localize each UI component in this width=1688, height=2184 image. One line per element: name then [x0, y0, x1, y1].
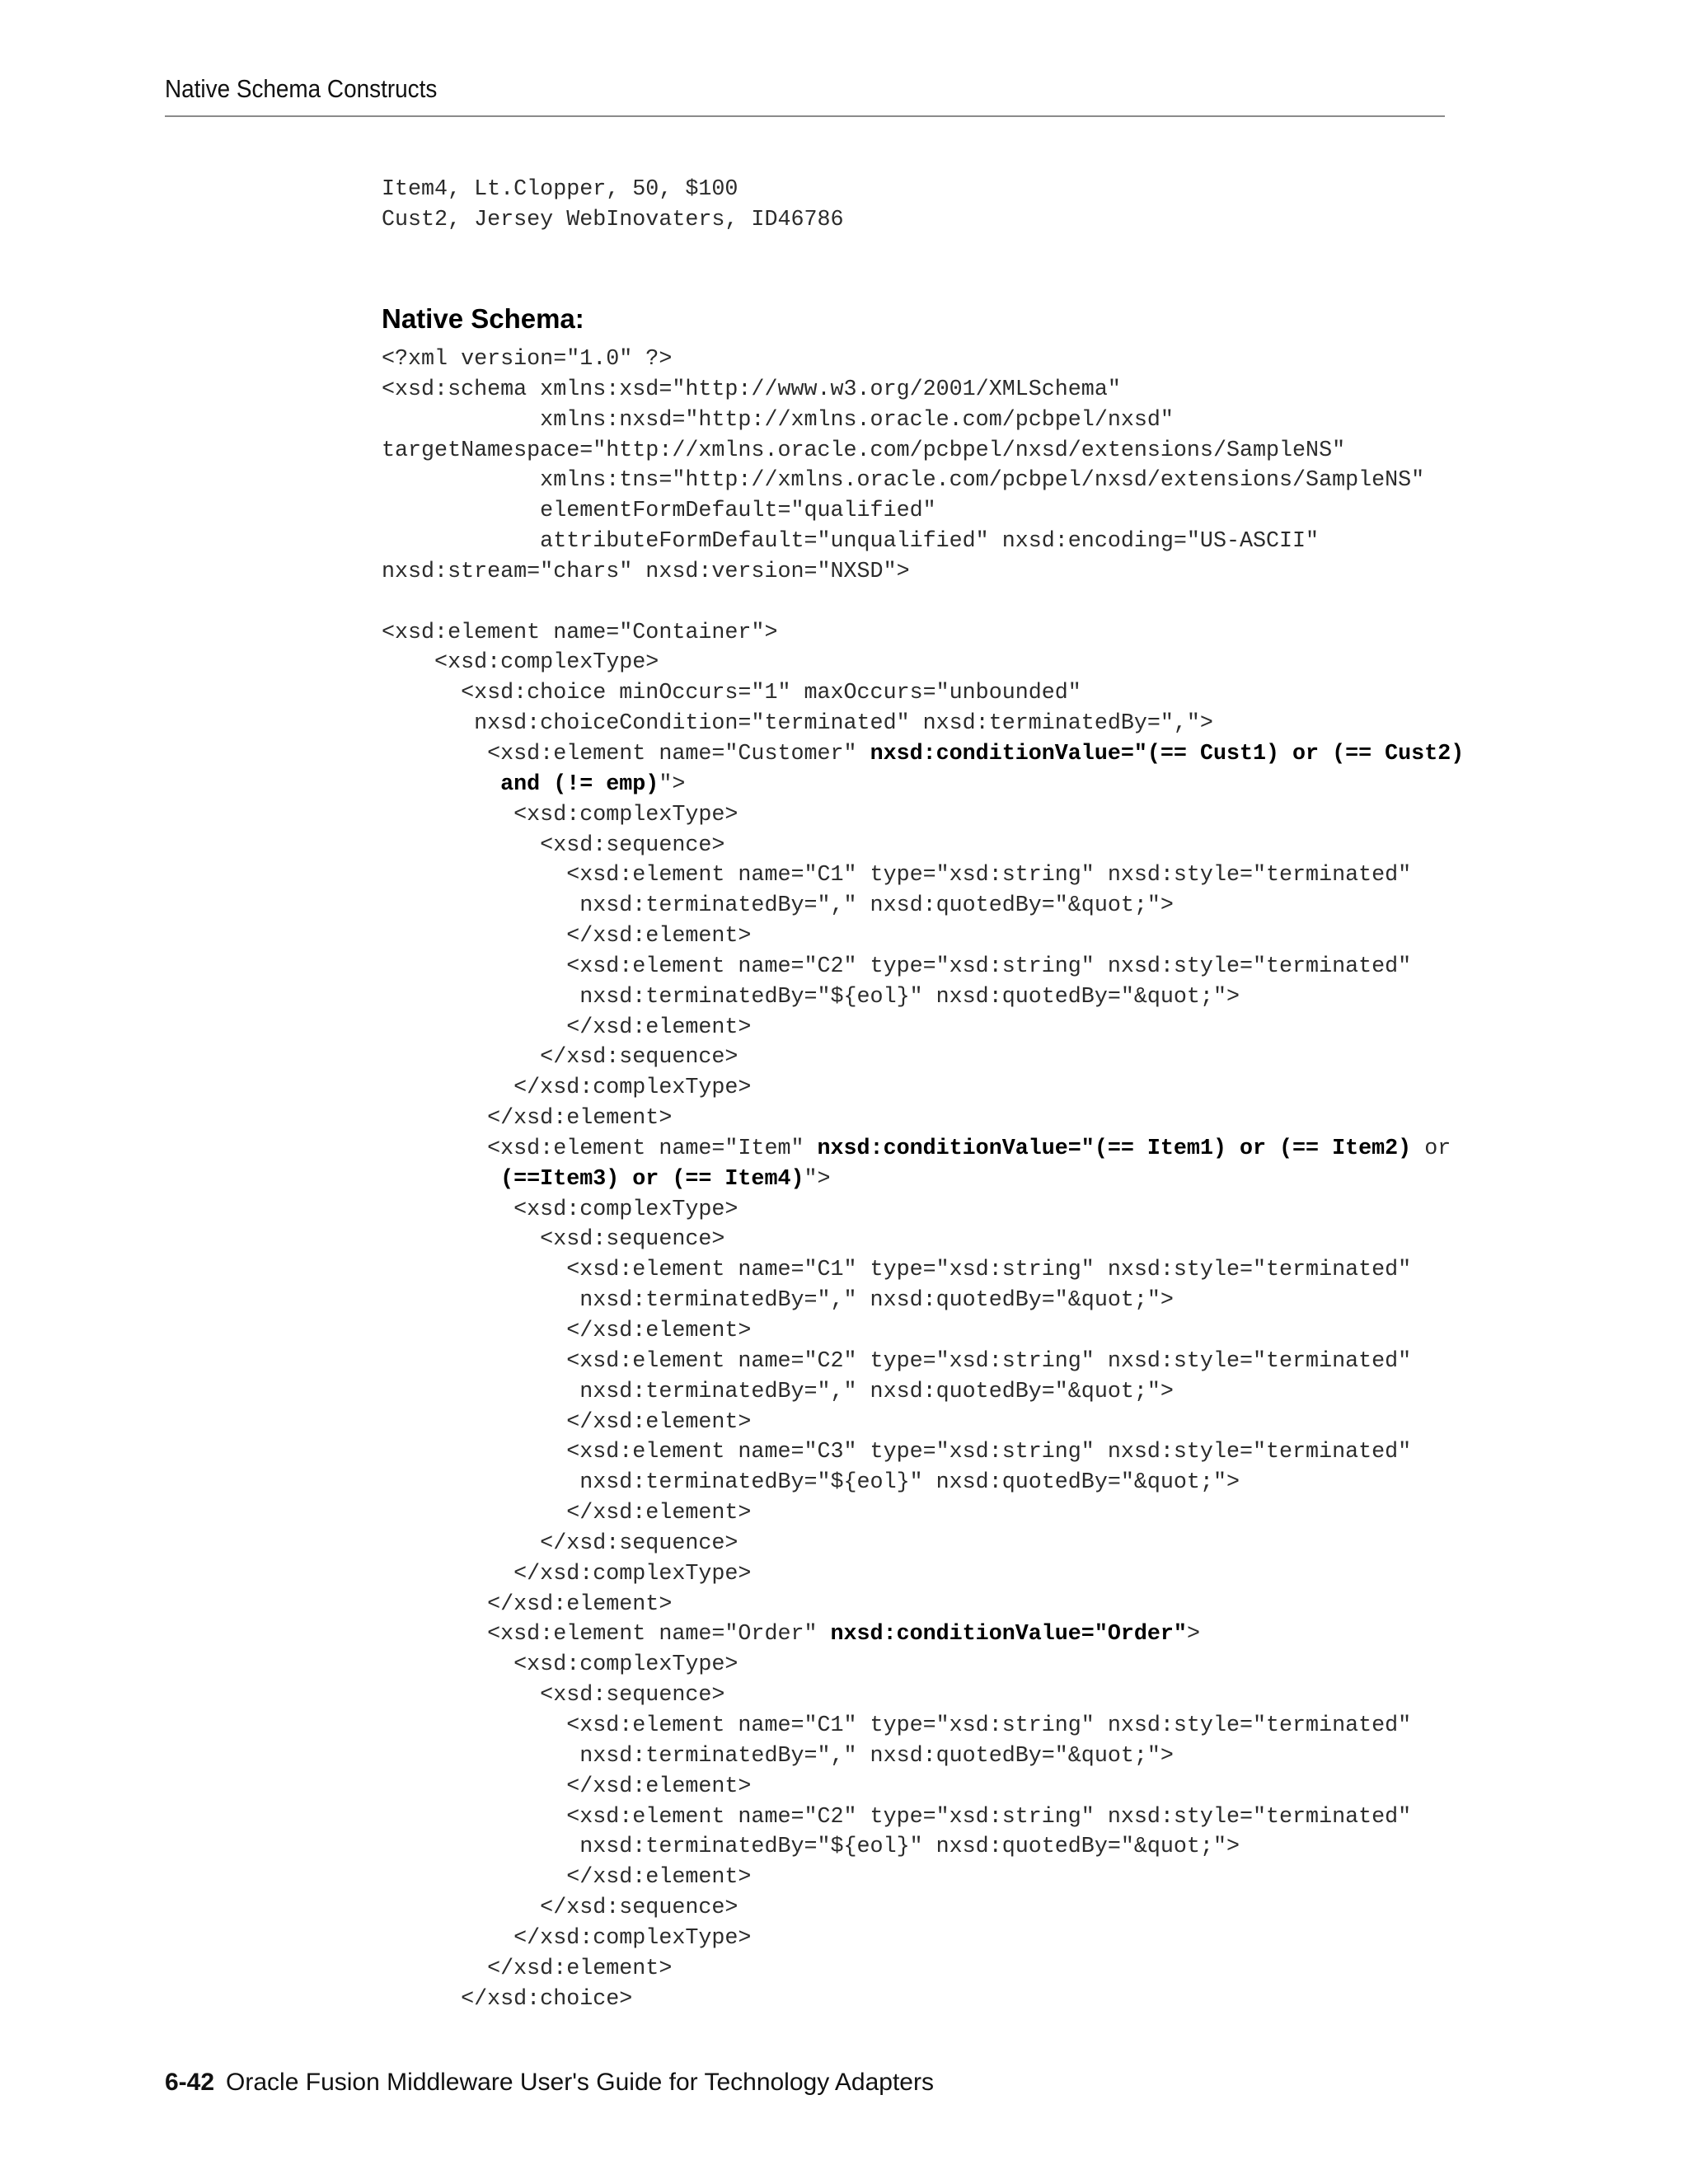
- code-text: </xsd:sequence>: [382, 1530, 738, 1556]
- code-line: [382, 860, 1464, 891]
- code-text: <xsd:schema xmlns:xsd="http://www.w3.org/2001/XMLSchema": [382, 377, 1121, 402]
- code-text: <?xml version="1.0" ?>: [382, 347, 673, 372]
- code-line: [382, 496, 1464, 527]
- code-line: [382, 466, 1464, 496]
- code-text: >: [1186, 1622, 1200, 1647]
- code-line: [382, 1013, 1464, 1043]
- code-emphasis: and (!= emp): [500, 771, 659, 797]
- code-text: elementFormDefault="qualified": [382, 499, 936, 524]
- code-line: [382, 800, 1464, 831]
- code-line: [382, 1772, 1464, 1802]
- code-line: [382, 1985, 1464, 2015]
- code-line: [382, 770, 1464, 800]
- code-text: nxsd:terminatedBy="${eol}" nxsd:quotedBy="&quot;">: [382, 1470, 1240, 1496]
- code-line: [382, 1954, 1464, 1985]
- code-line: [382, 1073, 1464, 1104]
- code-line: [382, 1498, 1464, 1529]
- code-line: [382, 1924, 1464, 1954]
- code-text: nxsd:terminatedBy="${eol}" nxsd:quotedBy="&quot;">: [382, 1835, 1240, 1860]
- code-text: <xsd:element name="C3" type="xsd:string" nxsd:style="terminated": [382, 1440, 1412, 1465]
- code-text: <xsd:element name="Container">: [382, 620, 778, 645]
- code-text: </xsd:element>: [382, 1319, 752, 1343]
- code-line: [382, 375, 1464, 405]
- code-text: targetNamespace="http://xmlns.oracle.com/pcbpel/nxsd/extensions/SampleNS": [382, 438, 1346, 463]
- code-line: [382, 557, 1464, 588]
- code-text: <xsd:element name="Item": [382, 1136, 818, 1161]
- code-line: [382, 709, 1464, 739]
- code-text: </xsd:element>: [382, 924, 752, 949]
- code-line: [382, 648, 1464, 678]
- code-line: [382, 1408, 1464, 1438]
- code-line: [382, 1802, 1464, 1833]
- sample-data-line: Cust2, Jersey WebInovaters, ID46786: [382, 208, 844, 232]
- code-text: </xsd:sequence>: [382, 1896, 738, 1921]
- page-footer: [165, 2069, 934, 2097]
- code-text: nxsd:terminatedBy="${eol}" nxsd:quotedBy="&quot;">: [382, 984, 1240, 1010]
- code-line: [382, 1134, 1464, 1165]
- code-line: [382, 1529, 1464, 1559]
- code-line: [382, 739, 1464, 770]
- code-line: [382, 1104, 1464, 1134]
- code-line: [382, 1741, 1464, 1772]
- code-line: [382, 1286, 1464, 1316]
- code-line: [382, 1711, 1464, 1741]
- code-line: [382, 1316, 1464, 1347]
- code-line: [382, 1650, 1464, 1680]
- code-text: </xsd:element>: [382, 1865, 752, 1891]
- page-number: 6-42: [165, 2069, 215, 2096]
- code-line: [382, 588, 1464, 618]
- code-text: xmlns:tns="http://xmlns.oracle.com/pcbpel/nxsd/extensions/SampleNS": [382, 468, 1425, 494]
- native-schema-code-block: [382, 344, 1464, 2014]
- code-text: nxsd:stream="chars" nxsd:version="NXSD">: [382, 559, 910, 584]
- code-text: [382, 1167, 500, 1192]
- code-line: [382, 1255, 1464, 1286]
- code-text: <xsd:sequence>: [382, 1227, 725, 1253]
- code-line: [382, 1195, 1464, 1226]
- code-text: </xsd:complexType>: [382, 1561, 752, 1586]
- code-line: [382, 1468, 1464, 1498]
- code-text: </xsd:element>: [382, 1106, 673, 1132]
- code-text: </xsd:element>: [382, 1591, 673, 1617]
- code-text: [382, 772, 500, 797]
- code-text: <xsd:element name="C2" type="xsd:string" nxsd:style="terminated": [382, 1348, 1412, 1374]
- sample-data-line: Item4, Lt.Clopper, 50, $100: [382, 177, 738, 202]
- code-text: <xsd:element name="C1" type="xsd:string" nxsd:style="terminated": [382, 1713, 1412, 1738]
- code-line: [382, 678, 1464, 709]
- code-text: <xsd:complexType>: [382, 802, 738, 827]
- code-text: </xsd:element>: [382, 1015, 752, 1040]
- code-line: [382, 1225, 1464, 1255]
- code-line: [382, 1590, 1464, 1620]
- code-text: <xsd:element name="C2" type="xsd:string" nxsd:style="terminated": [382, 954, 1412, 979]
- code-text: <xsd:element name="C1" type="xsd:string" nxsd:style="terminated": [382, 863, 1412, 888]
- code-text: nxsd:terminatedBy="," nxsd:quotedBy="&quot;">: [382, 1379, 1174, 1404]
- code-line: [382, 1863, 1464, 1893]
- code-line: [382, 1165, 1464, 1195]
- code-text: </xsd:element>: [382, 1774, 752, 1799]
- code-text: <xsd:complexType>: [382, 1652, 738, 1678]
- code-text: attributeFormDefault="unqualified" nxsd:encoding="US-ASCII": [382, 529, 1320, 555]
- code-line: [382, 405, 1464, 436]
- code-line: [382, 1832, 1464, 1863]
- code-line: [382, 1043, 1464, 1073]
- code-line: [382, 618, 1464, 649]
- code-text: xmlns:nxsd="http://xmlns.oracle.com/pcbpel/nxsd": [382, 407, 1174, 433]
- code-text: nxsd:terminatedBy="," nxsd:quotedBy="&quot;">: [382, 1743, 1174, 1769]
- code-text: <xsd:complexType>: [382, 650, 659, 676]
- code-text: <xsd:element name="C1" type="xsd:string" nxsd:style="terminated": [382, 1258, 1412, 1283]
- code-text: <xsd:sequence>: [382, 1683, 725, 1708]
- code-text: </xsd:element>: [382, 1956, 673, 1981]
- code-text: ">: [659, 771, 686, 797]
- code-line: [382, 982, 1464, 1013]
- code-line: [382, 1347, 1464, 1377]
- code-line: [382, 1377, 1464, 1408]
- section-heading: Native Schema:: [382, 303, 584, 334]
- code-line: [382, 1619, 1464, 1650]
- code-line: [382, 891, 1464, 921]
- code-text: <xsd:sequence>: [382, 832, 725, 858]
- code-text: ">: [804, 1166, 831, 1192]
- code-line: [382, 831, 1464, 861]
- code-text: <xsd:choice minOccurs="1" maxOccurs="unbounded": [382, 681, 1081, 706]
- code-line: [382, 1559, 1464, 1590]
- code-text: <xsd:element name="Customer": [382, 741, 870, 766]
- code-text: </xsd:element>: [382, 1409, 752, 1435]
- code-text: </xsd:element>: [382, 1501, 752, 1526]
- code-line: [382, 344, 1464, 375]
- header-divider: [165, 115, 1445, 117]
- code-line: [382, 952, 1464, 982]
- book-title: Oracle Fusion Middleware User's Guide for Technology Adapters: [226, 2069, 934, 2096]
- running-header: Native Schema Constructs: [165, 74, 438, 103]
- code-emphasis: (==Item3) or (== Item4): [500, 1166, 804, 1192]
- code-text: <xsd:element name="Order": [382, 1622, 831, 1647]
- code-text: nxsd:choiceCondition="terminated" nxsd:terminatedBy=",">: [382, 711, 1213, 737]
- code-text: nxsd:terminatedBy="," nxsd:quotedBy="&quot;">: [382, 893, 1174, 919]
- code-text: <xsd:element name="C2" type="xsd:string" nxsd:style="terminated": [382, 1804, 1412, 1830]
- sample-data-block: [382, 175, 844, 236]
- code-text: <xsd:complexType>: [382, 1197, 738, 1222]
- code-text: or: [1411, 1136, 1451, 1161]
- code-emphasis: nxsd:conditionValue="(== Item1) or (== Item2): [817, 1136, 1412, 1161]
- code-line: [382, 1680, 1464, 1711]
- code-emphasis: nxsd:conditionValue="Order": [830, 1622, 1187, 1647]
- code-text: </xsd:choice>: [382, 1986, 633, 2012]
- code-text: </xsd:complexType>: [382, 1925, 752, 1951]
- code-line: [382, 436, 1464, 466]
- code-line: [382, 1437, 1464, 1468]
- code-text: nxsd:terminatedBy="," nxsd:quotedBy="&quot;">: [382, 1288, 1174, 1314]
- code-line: [382, 527, 1464, 557]
- code-line: [382, 1893, 1464, 1924]
- code-text: </xsd:complexType>: [382, 1076, 752, 1101]
- code-line: [382, 921, 1464, 952]
- code-emphasis: nxsd:conditionValue="(== Cust1) or (== Cust2): [870, 741, 1465, 766]
- code-text: </xsd:sequence>: [382, 1045, 738, 1071]
